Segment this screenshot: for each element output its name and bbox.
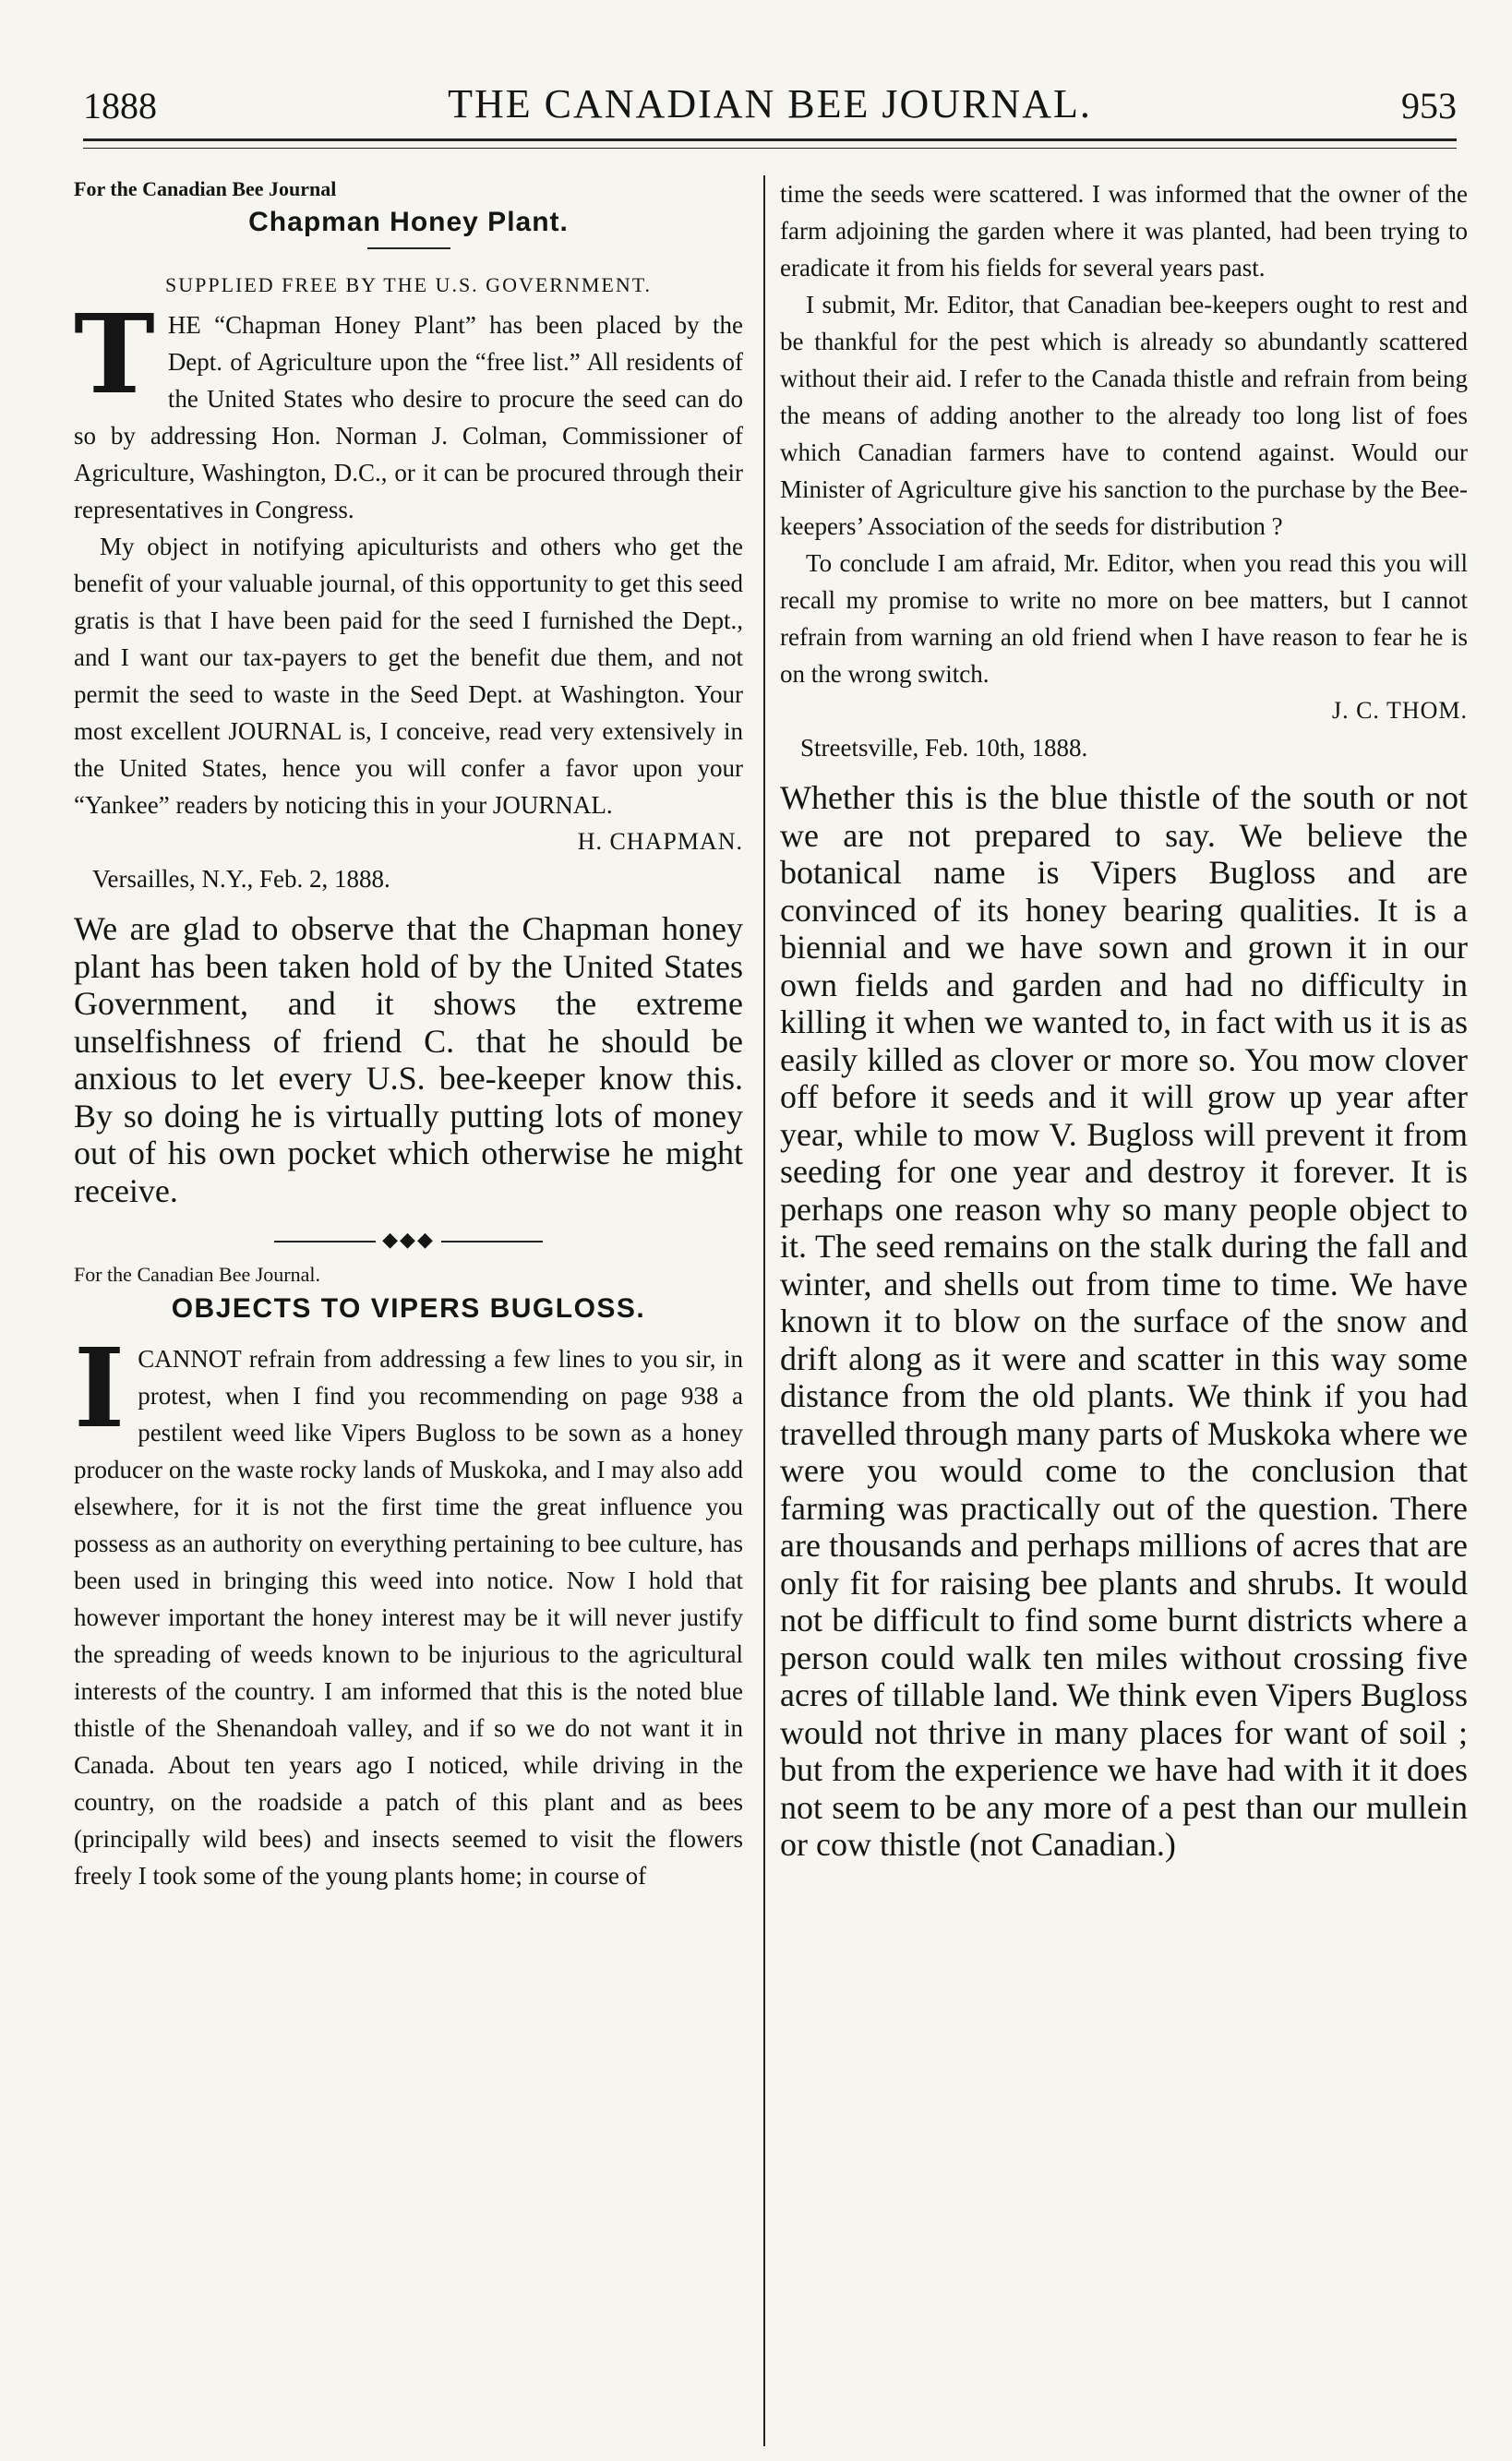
right-column	[780, 175, 1468, 1864]
section-ornament: ◆◆◆	[74, 1228, 743, 1252]
editorial-note: We are glad to observe that the Chapman honey plant has been taken hold of by the United States Government, and it shows the extreme unselfishness of friend C. that he should be anxious to let every U.S. bee-keeper know this. By so doing he is virtually putting lots of money out of his own pocket which otherwise he might receive.	[74, 910, 743, 1209]
article-paragraph	[74, 1324, 743, 1894]
page-number: 953	[1401, 85, 1457, 126]
paragraph-text: HE “Chapman Honey Plant” has been placed by the Dept. of Agriculture upon the “free list.” All residents of the United States who desire to procure the seed can do so by addressing Hon. Norman J. Colman, Commissioner of Agriculture, Washington, D.C., or it can be procured through their representatives in Congress.	[74, 311, 743, 523]
article-paragraph	[74, 290, 743, 528]
header-rule	[83, 138, 1457, 141]
article-title: OBJECTS TO VIPERS BUGLOSS.	[171, 1293, 646, 1324]
drop-cap: I	[74, 1324, 126, 1452]
paragraph-text: CANNOT refrain from addressing a few lines to you sir, in protest, when I find you recommending on page 938 a pestilent weed like Vipers Bugloss to be sown as a honey producer on the waste rocky lands of Muskoka, and I may also add elsewhere, for it is not the first time the great influence you possess as an authority on everything pertaining to bee culture, has been used in bringing this weed into notice. Now I hold that however important the honey interest may be it will never justify the spreading of weeds known to be injurious to the agricultural interests of the country. I am informed that this is the noted blue thistle of the Shenandoah valley, and if so we do not want it in Canada. About ten years ago I noticed, while driving in the country, on the roadside a patch of this plant and as bees (principally wild bees) and insects seemed to visit the flowers freely I took some of the young plants home; in course of	[74, 1345, 743, 1890]
running-head	[83, 44, 1457, 127]
column-divider	[763, 175, 765, 2446]
article-paragraph: time the seeds were scattered. I was informed that the owner of the farm adjoining the garden where it was planted, had been trying to eradicate it from his fields for several years past.	[780, 180, 1468, 282]
article-source: For the Canadian Bee Journal	[74, 177, 337, 200]
dateline: Versailles, N.Y., Feb. 2, 1888.	[92, 865, 390, 893]
article-paragraph: To conclude I am afraid, Mr. Editor, when you read this you will recall my promise to write no more on bee matters, but I cannot refrain from warning an old friend when I have reason to fear he is on the wrong switch.	[780, 549, 1468, 688]
article-title: Chapman Honey Plant.	[248, 207, 569, 237]
author-signature: J. C. THOM.	[1331, 697, 1468, 724]
article-paragraph: I submit, Mr. Editor, that Canadian bee-keepers ought to rest and be thankful for the pest which is already so abundantly scattered without their aid. I refer to the Canada thistle and refrain from being the means of adding another to the already too long list of foes which Canadian farmers have to contend against. Would our Minister of Agriculture give his sanction to the purchase by the Bee-keepers’ Association of the seeds for distribution ?	[780, 291, 1468, 540]
title-rule	[367, 247, 450, 249]
header-year: 1888	[83, 85, 157, 126]
article-source: For the Canadian Bee Journal.	[74, 1263, 320, 1286]
left-column	[74, 175, 743, 1894]
editorial-note: Whether this is the blue thistle of the south or not we are not prepared to say. We believe the botanical name is Vipers Bugloss and are convinced of its honey bearing qualities. It is a biennial and we have sown and grown it in our own fields and garden and had no difficulty in killing it when we wanted to, in fact with us it is as easily killed as clover or more so. You mow clover off before it seeds and it will grow up year after year, while to mow V. Bugloss will prevent it from seeding for one year and destroy it forever. It is perhaps one reason why so many people object to it. The seed remains on the stalk during the fall and winter, and shells out from time to time. We have known it to blow on the surface of the snow and drift along as it were and scatter in this way some distance from the old plants. We think if you had travelled through many parts of Muskoka where we were you would come to the conclusion that farming was practically out of the question. There are thousands and perhaps millions of acres that are only fit for raising bee plants and shrubs. It would not be difficult to find some burnt districts where a person could walk ten miles without crossing five acres of tillable land. We think even Vipers Bugloss would not thrive in many places for want of soil ; but from the experience we have had with it it does not seem to be any more of a pest than our mullein or cow thistle (not Canadian.)	[780, 779, 1468, 1863]
header-rule-thin	[83, 148, 1457, 149]
article-paragraph: My object in notifying apiculturists and others who get the benefit of your valuable journal, of this opportunity to get this seed gratis is that I have been paid for the seed I furnished the Dept., and I want our tax-payers to get the benefit due them, and not permit the seed to waste in the Seed Dept. at Washington. Your most excellent JOURNAL is, I conceive, read very extensively in the United States, hence you will confer a favor upon your “Yankee” readers by noticing this in your JOURNAL.	[74, 533, 743, 819]
drop-cap: T	[74, 290, 155, 418]
article-subtitle: SUPPLIED FREE BY THE U.S. GOVERNMENT.	[164, 273, 653, 296]
journal-title: THE CANADIAN BEE JOURNAL.	[448, 81, 1092, 126]
dateline: Streetsville, Feb. 10th, 1888.	[800, 734, 1088, 762]
author-signature: H. CHAPMAN.	[577, 828, 743, 855]
